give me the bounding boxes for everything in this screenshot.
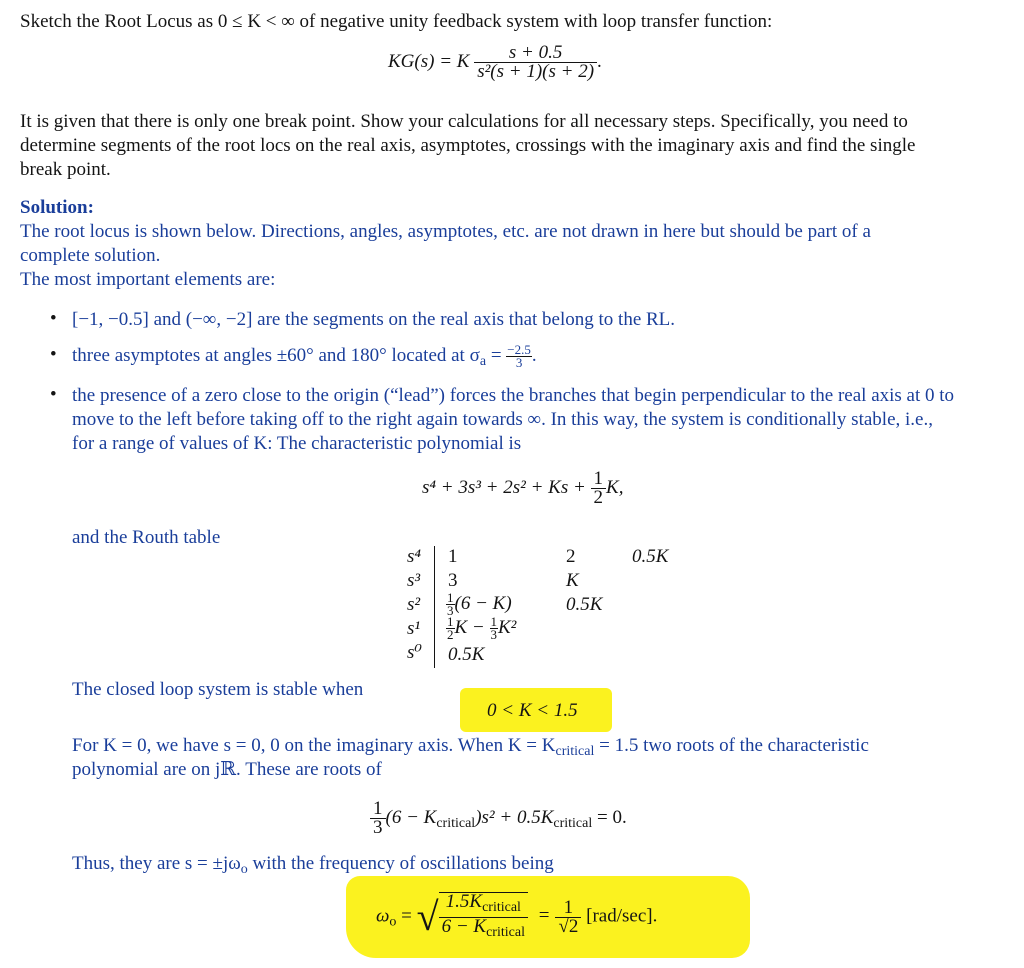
bullet-lead-1: the presence of a zero close to the origin (“lead”) forces the branches that begin perpendicular to the real axis at 0 to bbox=[72, 385, 955, 406]
transfer-function: KG(s) = K $\frac{s + 0.5}{\text{s²(s + 1)(s + 2)}}$ . bbox=[388, 42, 602, 82]
routh-cell: 0.5K bbox=[448, 644, 485, 665]
routh-cell: 3 bbox=[448, 570, 458, 591]
routh-row-label: s⁴ bbox=[407, 546, 421, 567]
thus-line: Thus, they are $s = \pm j\omega_o$ with the frequency of oscillations being bbox=[72, 853, 554, 877]
characteristic-polynomial: s⁴ + 3s³ + 2s² + Ks + $\frac{1}{2}$ K, bbox=[422, 468, 624, 508]
routh-row-label: s² bbox=[407, 594, 421, 615]
routh-row-label: s¹ bbox=[407, 618, 421, 639]
routh-row-label: s³ bbox=[407, 570, 421, 591]
bullet-dot: • bbox=[50, 344, 57, 365]
routh-cell: $\frac{1}{3}$ (6 − K) bbox=[447, 590, 512, 618]
bullet-real-axis: [−1, −0.5] and (−∞, −2] are the segments on the real axis that belong to the RL. bbox=[72, 309, 676, 330]
kcritical-line-2: polynomial are on jℝ. These are roots of bbox=[72, 759, 382, 780]
routh-cell: 0.5K bbox=[632, 546, 669, 567]
routh-cell: K bbox=[566, 570, 579, 591]
given-line-3: break point. bbox=[20, 159, 111, 180]
solution-para-1: The root locus is shown below. Directions, angles, asymptotes, etc. are not drawn in here but should be part of a bbox=[20, 221, 871, 242]
problem-intro: Sketch the Root Locus as 0 ≤ K < ∞ of negative unity feedback system with loop transfer function: bbox=[20, 11, 773, 32]
kcritical-line-1: For K = 0, we have s = 0, 0 on the imaginary axis. When $K = K_{critical} = 1.5$ two roots of the characteristic bbox=[72, 735, 869, 759]
critical-equation: $\frac{1}{3}$ $(6 - K_{critical})s^2 + 0.5K_{critical} = 0$. bbox=[370, 800, 627, 837]
bullet-dot: • bbox=[50, 308, 57, 329]
bullet-asymptotes: three asymptotes at angles ±60° and 180° located at $\sigma_a$ = $\frac{-2.5}{3}$ . bbox=[72, 342, 537, 371]
routh-cell: 1 bbox=[448, 546, 458, 567]
solution-para-2: The most important elements are: bbox=[20, 269, 276, 290]
sqrt-icon: √ bbox=[416, 894, 439, 939]
routh-cell: 0.5K bbox=[566, 594, 603, 615]
solution-para-1b: complete solution. bbox=[20, 245, 161, 266]
stable-intro: The closed loop system is stable when bbox=[72, 679, 364, 700]
bullet-lead-3: for a range of values of K: The characteristic polynomial is bbox=[72, 433, 522, 454]
frequency-equation: $\omega_o$ = √ $\frac{1.5K_{critical}}{6 - K_{critical}}$ = $\frac{1}{√2}$ [rad/sec]. bbox=[376, 891, 658, 940]
given-line-1: It is given that there is only one break point. Show your calculations for all necessary steps. Specifically, you need to bbox=[20, 111, 908, 132]
solution-heading: Solution: bbox=[20, 197, 94, 218]
routh-cell: 2 bbox=[566, 546, 576, 567]
bullet-dot: • bbox=[50, 384, 57, 405]
bullet-lead-2: move to the left before taking off to the right again towards ∞. In this way, the system is conditionally stable, i.e., bbox=[72, 409, 933, 430]
routh-intro: and the Routh table bbox=[72, 527, 221, 548]
routh-divider bbox=[434, 546, 435, 668]
routh-row-label: s⁰ bbox=[407, 642, 423, 663]
given-line-2: determine segments of the root locs on the real axis, asymptotes, crossings with the imaginary axis and find the single bbox=[20, 135, 916, 156]
routh-cell: $\frac{1}{2}$ K − $\frac{1}{3}$ K² bbox=[447, 614, 517, 642]
stable-condition: 0 < K < 1.5 bbox=[487, 700, 578, 721]
